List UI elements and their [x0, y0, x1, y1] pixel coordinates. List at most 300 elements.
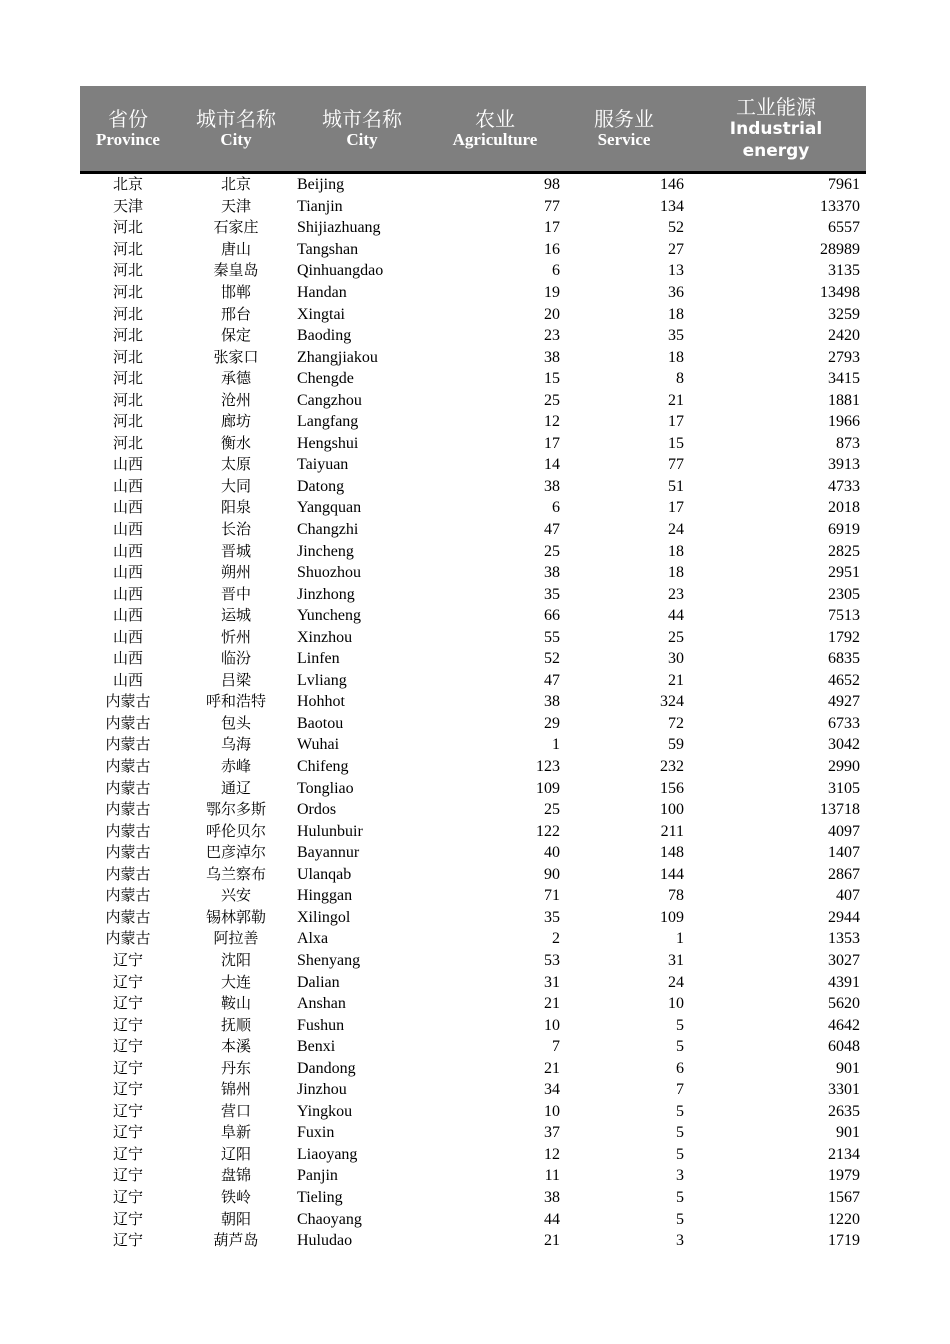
header-industrial-en-1: Industrial: [729, 118, 823, 139]
cell-city-en: Yuncheng: [297, 607, 361, 625]
cell-city-en: Taiyuan: [297, 456, 349, 474]
cell-service: 24: [668, 973, 684, 991]
cell-city-en: Hengshui: [297, 434, 359, 452]
cell-city-en: Xilingol: [297, 908, 351, 926]
cell-industrial-energy: 1353: [828, 930, 860, 948]
cell-city-en: Anshan: [297, 995, 346, 1013]
header-industrial-en-2: energy: [742, 140, 810, 161]
cell-industrial-energy: 4733: [828, 477, 860, 495]
cell-agriculture: 19: [544, 284, 560, 301]
header-service-en: Service: [597, 130, 651, 149]
cell-city-en: Yingkou: [297, 1102, 353, 1120]
cell-agriculture: 53: [544, 951, 560, 969]
cell-agriculture: 38: [544, 564, 560, 582]
cell-city-en: Liaoyang: [297, 1145, 358, 1163]
cell-service: 8: [676, 370, 684, 388]
cell-agriculture: 20: [544, 305, 560, 323]
table-row: [80, 217, 866, 239]
header-industrial-cn: 工业能源: [736, 94, 816, 119]
table-row: [80, 1208, 866, 1230]
cell-agriculture: 12: [544, 413, 560, 431]
cell-service: 59: [668, 736, 684, 754]
cell-agriculture: 34: [544, 1081, 560, 1099]
table-row: [80, 907, 866, 929]
cell-agriculture: 23: [544, 327, 560, 345]
cell-service: 13: [668, 262, 684, 280]
header-province-cn: 省份: [108, 107, 148, 131]
cell-industrial-energy: 2134: [828, 1145, 860, 1163]
table-row: [80, 196, 866, 218]
cell-province: 山西: [112, 649, 143, 668]
cell-city-cn: 盘锦: [220, 1166, 251, 1185]
cell-industrial-energy: 1979: [828, 1167, 860, 1185]
table-row: [80, 1122, 866, 1144]
table-row: [80, 1014, 866, 1036]
cell-city-en: Fushun: [297, 1016, 345, 1034]
table-row: [80, 820, 866, 842]
cell-service: 23: [668, 585, 684, 603]
header-city-cn-name: [176, 86, 296, 173]
table-row: [80, 864, 866, 886]
cell-agriculture: 44: [544, 1210, 560, 1228]
cell-service: 5: [676, 1124, 684, 1142]
cell-industrial-energy: 4652: [828, 671, 860, 689]
cell-agriculture: 38: [544, 1188, 560, 1206]
header-city-en: City: [220, 130, 252, 149]
table-row: [80, 971, 866, 993]
cell-city-en: Tieling: [297, 1188, 343, 1206]
cell-city-cn: 抚顺: [220, 1015, 251, 1034]
cell-city-en: Qinhuangdao: [297, 262, 384, 280]
cell-city-cn: 铁岭: [220, 1187, 251, 1206]
cell-province: 山西: [112, 606, 143, 625]
table-row: [80, 734, 866, 756]
cell-agriculture: 21: [544, 995, 560, 1013]
cell-province: 内蒙古: [105, 929, 151, 948]
cell-agriculture: 29: [544, 714, 560, 732]
cell-agriculture: 109: [536, 779, 560, 797]
cell-province: 辽宁: [112, 1144, 143, 1163]
cell-city-en: Tangshan: [297, 240, 359, 258]
header-province: [80, 86, 176, 173]
cell-city-cn: 保定: [220, 326, 251, 345]
table-row: [80, 497, 866, 519]
cell-service: 146: [660, 176, 684, 194]
cell-province: 山西: [112, 584, 143, 603]
data-table: [80, 86, 866, 1251]
cell-city-cn: 北京: [220, 175, 251, 194]
table-row: [80, 648, 866, 670]
cell-city-en: Changzhi: [297, 521, 359, 539]
cell-industrial-energy: 1881: [828, 391, 860, 409]
cell-agriculture: 71: [544, 887, 560, 905]
table-row: [80, 519, 866, 541]
cell-city-cn: 邯郸: [220, 283, 251, 301]
cell-province: 河北: [112, 433, 143, 452]
cell-industrial-energy: 2018: [828, 499, 860, 517]
cell-industrial-energy: 4642: [828, 1016, 860, 1034]
cell-city-en: Hinggan: [297, 887, 353, 905]
table-row: [80, 1057, 866, 1079]
cell-industrial-energy: 901: [836, 1059, 860, 1077]
cell-city-cn: 吕梁: [220, 670, 251, 689]
cell-service: 77: [668, 456, 684, 474]
cell-agriculture: 25: [544, 391, 560, 409]
cell-agriculture: 25: [544, 542, 560, 560]
cell-city-cn: 衡水: [220, 433, 251, 452]
table-row: [80, 713, 866, 735]
table-row: [80, 1230, 866, 1252]
cell-city-en: Jinzhong: [297, 585, 355, 603]
table-row: [80, 433, 866, 455]
cell-agriculture: 123: [536, 758, 560, 776]
table-row: [80, 476, 866, 498]
cell-service: 51: [668, 477, 684, 495]
table-row: [80, 562, 866, 584]
cell-city-cn: 本溪: [220, 1037, 251, 1056]
cell-service: 148: [660, 844, 684, 862]
cell-service: 5: [676, 1210, 684, 1228]
table-row: [80, 282, 866, 304]
table-row: [80, 777, 866, 799]
cell-city-cn: 大连: [220, 972, 251, 991]
cell-city-en: Beijing: [297, 176, 345, 194]
cell-agriculture: 77: [544, 197, 560, 215]
cell-industrial-energy: 1792: [828, 628, 860, 646]
cell-service: 18: [668, 542, 684, 560]
cell-industrial-energy: 3913: [828, 456, 860, 474]
cell-city-en: Cangzhou: [297, 391, 362, 409]
cell-city-en: Shuozhou: [297, 564, 361, 582]
cell-province: 内蒙古: [105, 800, 151, 819]
cell-province: 河北: [112, 239, 143, 258]
cell-city-en: Ulanqab: [297, 865, 352, 883]
cell-city-cn: 朔州: [220, 563, 251, 582]
cell-province: 山西: [112, 563, 143, 582]
cell-province: 内蒙古: [105, 864, 151, 883]
cell-city-en: Xinzhou: [297, 628, 353, 646]
cell-city-en: Shijiazhuang: [297, 219, 381, 237]
cell-service: 25: [668, 628, 684, 646]
cell-service: 18: [668, 305, 684, 323]
cell-agriculture: 47: [544, 671, 560, 689]
cell-service: 5: [676, 1016, 684, 1034]
cell-province: 辽宁: [112, 994, 143, 1013]
cell-industrial-energy: 1407: [828, 844, 860, 862]
cell-province: 内蒙古: [105, 778, 151, 797]
cell-service: 211: [660, 822, 684, 840]
header-city2-cn: 城市名称: [322, 107, 402, 131]
cell-industrial-energy: 2420: [828, 327, 860, 345]
cell-agriculture: 35: [544, 908, 560, 926]
table-row: [80, 1187, 866, 1209]
cell-industrial-energy: 6048: [828, 1038, 860, 1056]
cell-service: 72: [668, 714, 684, 732]
cell-city-en: Yangquan: [297, 499, 362, 517]
cell-city-cn: 太原: [220, 455, 251, 474]
cell-service: 324: [660, 693, 684, 711]
cell-city-cn: 鄂尔多斯: [205, 800, 266, 819]
cell-agriculture: 17: [544, 434, 560, 452]
cell-city-cn: 天津: [220, 196, 251, 215]
cell-city-cn: 沈阳: [220, 950, 251, 969]
cell-city-cn: 秦皇岛: [213, 261, 259, 280]
cell-agriculture: 10: [544, 1102, 560, 1120]
cell-agriculture: 12: [544, 1145, 560, 1163]
cell-industrial-energy: 6919: [828, 521, 860, 539]
cell-province: 山西: [112, 541, 143, 560]
table-row: [80, 605, 866, 627]
cell-city-cn: 运城: [220, 606, 251, 625]
cell-city-en: Huludao: [297, 1232, 353, 1250]
cell-industrial-energy: 2944: [828, 908, 860, 926]
table-row: [80, 1144, 866, 1166]
cell-city-en: Lvliang: [297, 671, 347, 689]
cell-industrial-energy: 3135: [828, 262, 860, 280]
cell-city-cn: 乌海: [220, 735, 251, 754]
table-row: [80, 368, 866, 390]
cell-city-en: Chaoyang: [297, 1210, 362, 1228]
table-row: [80, 454, 866, 476]
cell-province: 山西: [112, 670, 143, 689]
header-agriculture-en: Agriculture: [452, 130, 538, 149]
header-province-en: Province: [96, 130, 160, 149]
cell-industrial-energy: 4391: [828, 973, 860, 991]
cell-service: 18: [668, 348, 684, 366]
cell-agriculture: 6: [552, 262, 560, 280]
cell-industrial-energy: 3301: [828, 1081, 860, 1099]
cell-industrial-energy: 1567: [828, 1188, 860, 1206]
header-city2-en: City: [346, 130, 378, 149]
cell-agriculture: 38: [544, 348, 560, 366]
cell-agriculture: 98: [544, 176, 560, 194]
cell-industrial-energy: 7961: [828, 176, 860, 194]
cell-agriculture: 66: [544, 607, 560, 625]
cell-city-cn: 巴彦淖尔: [205, 843, 266, 862]
table-row: [80, 1101, 866, 1123]
cell-province: 辽宁: [112, 1080, 143, 1099]
cell-agriculture: 25: [544, 801, 560, 819]
cell-agriculture: 21: [544, 1232, 560, 1250]
cell-province: 内蒙古: [105, 907, 151, 926]
table-row: [80, 1036, 866, 1058]
cell-city-cn: 大同: [220, 476, 251, 495]
cell-city-en: Linfen: [297, 650, 340, 668]
cell-province: 山西: [112, 498, 143, 517]
cell-service: 10: [668, 995, 684, 1013]
cell-industrial-energy: 2951: [828, 564, 860, 582]
cell-service: 24: [668, 521, 684, 539]
cell-service: 52: [668, 219, 684, 237]
cell-agriculture: 90: [544, 865, 560, 883]
cell-city-en: Hulunbuir: [297, 822, 363, 840]
table-row: [80, 303, 866, 325]
cell-province: 内蒙古: [105, 821, 151, 840]
cell-city-cn: 长治: [220, 520, 251, 539]
cell-service: 109: [660, 908, 684, 926]
cell-service: 5: [676, 1145, 684, 1163]
cell-province: 辽宁: [112, 1058, 143, 1077]
cell-city-cn: 锡林郭勒: [205, 907, 266, 926]
cell-city-en: Panjin: [297, 1167, 338, 1185]
cell-province: 山西: [112, 627, 143, 646]
cell-city-cn: 锦州: [220, 1080, 251, 1099]
cell-industrial-energy: 5620: [828, 995, 860, 1013]
cell-service: 1: [676, 930, 684, 948]
cell-agriculture: 6: [552, 499, 560, 517]
cell-industrial-energy: 1719: [828, 1232, 860, 1250]
cell-province: 河北: [112, 283, 143, 301]
cell-city-cn: 阳泉: [220, 498, 251, 517]
cell-service: 100: [660, 801, 684, 819]
cell-city-en: Tongliao: [297, 779, 354, 797]
cell-city-cn: 赤峰: [220, 757, 251, 776]
table-row: [80, 799, 866, 821]
cell-industrial-energy: 6733: [828, 714, 860, 732]
cell-province: 辽宁: [112, 1209, 143, 1228]
cell-industrial-energy: 3027: [828, 951, 860, 969]
cell-industrial-energy: 4927: [828, 693, 860, 711]
cell-city-en: Xingtai: [297, 305, 345, 323]
header-city-en-name: [296, 86, 428, 173]
cell-agriculture: 52: [544, 650, 560, 668]
cell-province: 河北: [112, 304, 143, 323]
cell-city-cn: 唐山: [220, 239, 251, 258]
cell-city-cn: 葫芦岛: [213, 1231, 259, 1250]
cell-city-cn: 晋中: [220, 584, 251, 603]
cell-industrial-energy: 1966: [828, 413, 860, 431]
cell-service: 3: [676, 1232, 684, 1250]
cell-agriculture: 10: [544, 1016, 560, 1034]
cell-service: 36: [668, 284, 684, 301]
cell-province: 辽宁: [112, 1231, 143, 1250]
cell-service: 156: [660, 779, 684, 797]
table-row: [80, 260, 866, 282]
cell-city-en: Jinzhou: [297, 1081, 347, 1099]
cell-service: 5: [676, 1038, 684, 1056]
cell-city-cn: 晋城: [220, 541, 251, 560]
cell-province: 河北: [112, 369, 143, 388]
cell-service: 15: [668, 434, 684, 452]
cell-service: 78: [668, 887, 684, 905]
cell-industrial-energy: 2825: [828, 542, 860, 560]
cell-city-en: Tianjin: [297, 197, 343, 215]
cell-province: 内蒙古: [105, 757, 151, 776]
cell-service: 35: [668, 327, 684, 345]
cell-industrial-energy: 4097: [828, 822, 860, 840]
table-row: [80, 389, 866, 411]
cell-city-cn: 营口: [220, 1101, 251, 1120]
table-row: [80, 670, 866, 692]
header-service: [562, 86, 686, 173]
spreadsheet-page: [80, 86, 866, 1251]
cell-industrial-energy: 2867: [828, 865, 860, 883]
cell-province: 内蒙古: [105, 713, 151, 732]
cell-city-cn: 临汾: [220, 649, 251, 668]
cell-city-cn: 辽阳: [220, 1144, 251, 1163]
cell-agriculture: 16: [544, 240, 560, 258]
cell-city-en: Bayannur: [297, 844, 360, 862]
cell-industrial-energy: 13370: [820, 197, 860, 215]
table-row: [80, 173, 866, 196]
cell-agriculture: 14: [544, 456, 560, 474]
header-city-cn: 城市名称: [196, 107, 276, 131]
cell-service: 21: [668, 391, 684, 409]
cell-province: 辽宁: [112, 972, 143, 991]
cell-province: 辽宁: [112, 1166, 143, 1185]
cell-province: 辽宁: [112, 1187, 143, 1206]
cell-service: 17: [668, 413, 684, 431]
cell-industrial-energy: 6557: [828, 219, 860, 237]
cell-service: 30: [668, 650, 684, 668]
cell-agriculture: 40: [544, 844, 560, 862]
cell-industrial-energy: 901: [836, 1124, 860, 1142]
cell-city-cn: 包头: [220, 713, 251, 732]
cell-service: 17: [668, 499, 684, 517]
cell-province: 天津: [112, 196, 143, 215]
table-row: [80, 346, 866, 368]
cell-province: 北京: [112, 175, 143, 194]
table-row: [80, 1079, 866, 1101]
cell-agriculture: 1: [552, 736, 560, 754]
cell-city-cn: 忻州: [220, 627, 251, 646]
cell-agriculture: 37: [544, 1124, 560, 1142]
cell-industrial-energy: 13718: [820, 801, 860, 819]
cell-province: 内蒙古: [105, 886, 151, 905]
cell-city-en: Baoding: [297, 327, 352, 345]
table-row: [80, 928, 866, 950]
table-row: [80, 626, 866, 648]
cell-city-en: Zhangjiakou: [297, 348, 378, 366]
table-row: [80, 842, 866, 864]
cell-service: 144: [660, 865, 684, 883]
cell-service: 3: [676, 1167, 684, 1185]
cell-city-en: Datong: [297, 477, 345, 495]
cell-province: 山西: [112, 520, 143, 539]
cell-city-en: Fuxin: [297, 1124, 335, 1142]
cell-industrial-energy: 1220: [828, 1210, 860, 1228]
table-row: [80, 950, 866, 972]
header-agriculture: [428, 86, 562, 173]
cell-service: 44: [668, 607, 684, 625]
table-body: [80, 173, 866, 1252]
cell-city-cn: 阜新: [220, 1123, 251, 1142]
cell-industrial-energy: 873: [836, 434, 860, 452]
cell-industrial-energy: 2305: [828, 585, 860, 603]
cell-industrial-energy: 3259: [828, 305, 860, 323]
cell-city-en: Hohhot: [297, 693, 345, 711]
table-row: [80, 993, 866, 1015]
cell-city-en: Dandong: [297, 1059, 356, 1077]
cell-industrial-energy: 2990: [828, 758, 860, 776]
table-row: [80, 885, 866, 907]
cell-industrial-energy: 13498: [820, 284, 860, 301]
cell-province: 辽宁: [112, 1101, 143, 1120]
cell-province: 河北: [112, 326, 143, 345]
table-row: [80, 756, 866, 778]
cell-service: 6: [676, 1059, 684, 1077]
cell-city-en: Chengde: [297, 370, 354, 388]
cell-province: 辽宁: [112, 950, 143, 969]
table-row: [80, 239, 866, 261]
cell-city-en: Benxi: [297, 1038, 336, 1056]
cell-province: 河北: [112, 261, 143, 280]
cell-province: 山西: [112, 455, 143, 474]
table-row: [80, 583, 866, 605]
cell-province: 河北: [112, 390, 143, 409]
cell-industrial-energy: 2793: [828, 348, 860, 366]
cell-service: 5: [676, 1102, 684, 1120]
